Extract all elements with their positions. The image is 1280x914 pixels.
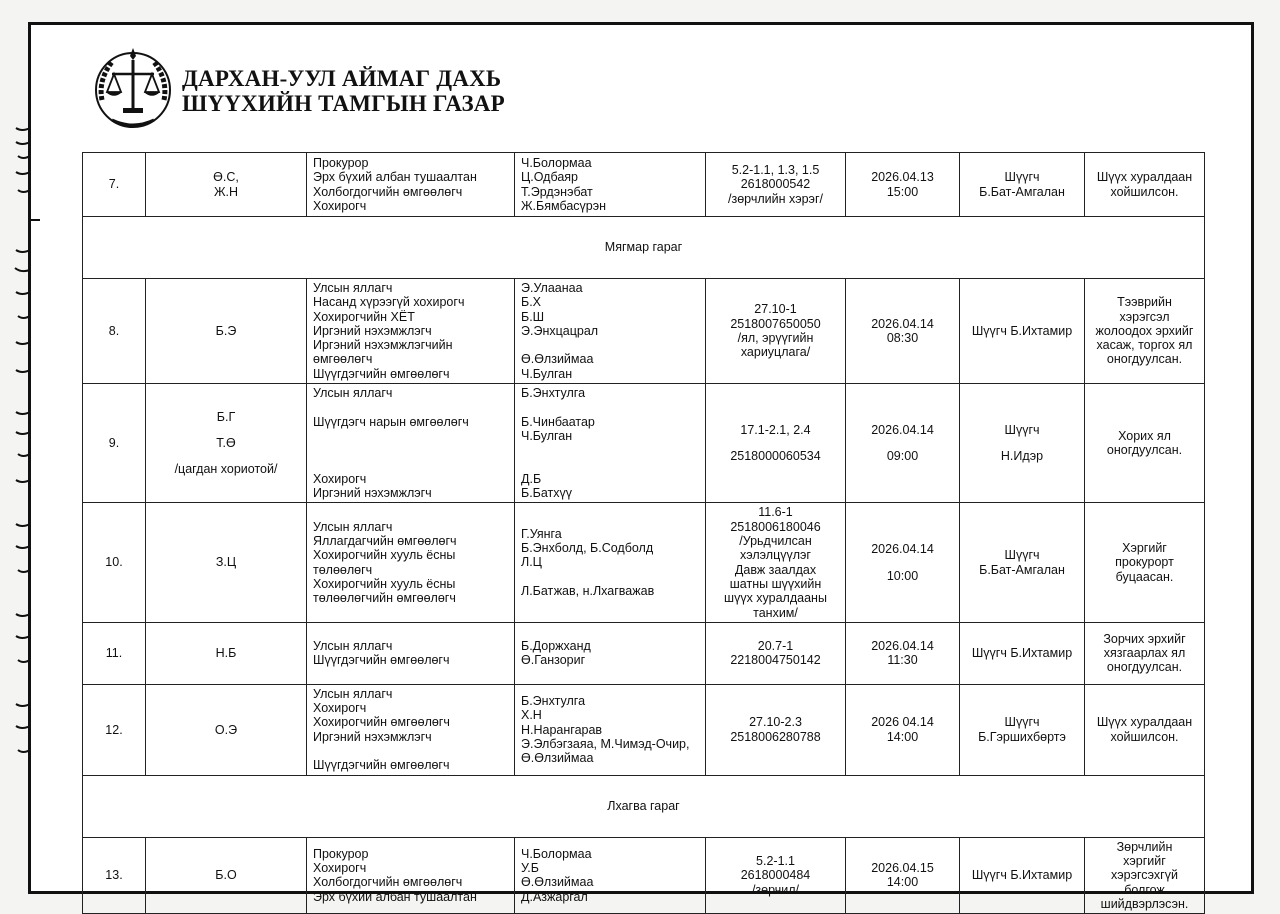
blank-line: [313, 429, 508, 443]
blank-line: [313, 744, 508, 758]
persons-cell: [515, 622, 706, 684]
person-line: Ч.Булган: [521, 366, 573, 381]
defendant-name: /цагдан хориотой/: [174, 462, 278, 477]
person-line: Г.Уянга: [521, 526, 562, 541]
result-line: Шүүх хуралдаан: [1096, 170, 1193, 185]
result-line: болгож: [1124, 882, 1165, 897]
article-line: 20.7-1: [757, 639, 794, 654]
result-line: Хорих ял: [1118, 428, 1171, 443]
role-line: Хохирогчийн хууль ёсны: [313, 576, 456, 591]
persons-cell: [515, 279, 706, 384]
article-line: шүүх хуралдааны: [724, 591, 827, 606]
court-emblem: [92, 44, 174, 130]
role-line: Яллагдагчийн өмгөөлөгч: [313, 534, 457, 549]
person-line: Ө.Ганзориг: [521, 653, 586, 668]
hearing-schedule-table: [82, 152, 1205, 914]
defendant-name: О.Э: [214, 722, 238, 737]
article-line: хариуцлага/: [740, 345, 811, 360]
judge-line: Шүүгч: [1004, 170, 1040, 185]
article-line: 11.6-1: [758, 505, 793, 520]
article-line: танхим/: [753, 605, 798, 620]
role-line: Хохирогч: [313, 701, 367, 716]
result-line: буцаасан.: [1115, 569, 1174, 584]
result-line: оногдуулсан.: [1106, 443, 1183, 458]
role-line: Насанд хүрээгүй хохирогч: [313, 295, 465, 310]
role-line: Хохирогчийн хууль ёсны: [313, 548, 456, 563]
person-line: Б.Энхтулга: [521, 693, 586, 708]
blank-line: [521, 458, 699, 472]
article-line: 2518007650050: [730, 316, 821, 331]
role-line: Иргэний нэхэмжлэгч: [313, 486, 432, 501]
case-number: 8.: [83, 279, 146, 384]
role-line: Прокурор: [313, 155, 369, 170]
person-line: Б.Батхүү: [521, 486, 573, 501]
blank-line: [521, 338, 699, 352]
person-line: Б.Чинбаатар: [521, 414, 595, 429]
role-line: Эрх бүхий албан тушаалтан: [313, 170, 477, 185]
judge-line: Н.Идэр: [1000, 449, 1044, 464]
blank-line: [521, 570, 699, 584]
date-line: 2026.04.14: [871, 542, 934, 557]
roles-cell: [307, 153, 515, 217]
article-line: 2618000484: [740, 868, 811, 883]
defendant-name: Б.Г: [216, 409, 236, 424]
article-line: /Урьдчилсан: [739, 534, 812, 549]
result-line: хэргийг: [1123, 853, 1166, 868]
page-title: [182, 66, 505, 116]
case-row: [83, 503, 1205, 622]
role-line: Эрх бүхий албан тушаалтан: [313, 889, 477, 904]
article-line: 2618000542: [740, 177, 811, 192]
person-line: Ч.Болормаа: [521, 155, 592, 170]
defendant-name: Ө.С,: [213, 170, 239, 185]
result-line: оногдуулсан.: [1106, 352, 1183, 367]
defendant-cell: [146, 622, 307, 684]
role-line: Улсын яллагч: [313, 639, 393, 654]
person-line: Б.Энхтулга: [521, 386, 586, 401]
day-label: Мягмар гараг: [83, 217, 1205, 279]
person-line: Б.Х: [521, 295, 542, 310]
judge-cell: [960, 153, 1085, 217]
result-cell: [1085, 684, 1205, 775]
result-line: хасаж, торгох ял: [1096, 338, 1193, 353]
person-line: Ц.Одбаяр: [521, 170, 579, 185]
day-label: Лхагва гараг: [83, 775, 1205, 837]
judge-cell: [960, 622, 1085, 684]
person-line: Ө.Өлзиймаа: [521, 875, 594, 890]
persons-cell: [515, 384, 706, 503]
result-line: хэрэгсэл: [1119, 309, 1170, 324]
roles-cell: [307, 837, 515, 913]
judge-line: Шүүгч Б.Ихтамир: [971, 323, 1073, 338]
article-line: 27.10-1: [754, 302, 797, 317]
article-line: /зөрчлийн хэрэг/: [728, 191, 823, 206]
person-line: Д.Б: [521, 471, 542, 486]
result-line: Хэргийг: [1122, 541, 1167, 556]
result-line: прокурорт: [1115, 555, 1174, 570]
person-line: Б.Энхболд, Б.Содболд: [521, 541, 654, 556]
judge-line: Б.Гэршихбөртэ: [978, 729, 1066, 744]
defendant-cell: [146, 153, 307, 217]
article-line: /зөрчил/: [751, 882, 800, 897]
role-line: Холбогдогчийн өмгөөлөгч: [313, 184, 463, 199]
person-line: Э.Улаанаа: [521, 281, 583, 295]
result-line: хойшилсон.: [1110, 184, 1179, 199]
date-cell: [846, 153, 960, 217]
date-line: 14:00: [886, 729, 919, 744]
date-cell: [846, 384, 960, 503]
judge-cell: [960, 279, 1085, 384]
role-line: төлөөлөгч: [313, 562, 373, 577]
person-line: Л.Ц: [521, 555, 542, 570]
person-line: Т.Эрдэнэбат: [521, 184, 593, 199]
title-line-2: ШҮҮХИЙН ТАМГЫН ГАЗАР: [182, 91, 505, 116]
case-row: [83, 153, 1205, 217]
article-cell: [706, 279, 846, 384]
date-cell: [846, 684, 960, 775]
roles-cell: [307, 684, 515, 775]
date-line: 2026.04.13: [871, 170, 934, 185]
case-row: [83, 622, 1205, 684]
sidebar-script-text: [6, 120, 7, 121]
defendant-name: З.Ц: [215, 555, 237, 570]
judge-line: Шүүгч: [1004, 548, 1040, 563]
judge-cell: [960, 503, 1085, 622]
persons-cell: [515, 684, 706, 775]
person-line: У.Б: [521, 861, 539, 876]
result-line: Зорчих эрхийг: [1103, 631, 1186, 646]
date-line: 2026.04.14: [871, 422, 934, 437]
date-cell: [846, 279, 960, 384]
blank-line: [521, 443, 699, 457]
day-header-row: [83, 775, 1205, 837]
defendant-cell: [146, 503, 307, 622]
result-cell: [1085, 622, 1205, 684]
article-line: хэлэлцүүлэг: [740, 548, 811, 563]
result-cell: [1085, 384, 1205, 503]
result-line: шийдвэрлэсэн.: [1100, 896, 1189, 911]
scales-of-justice-icon: [92, 44, 174, 130]
article-cell: [706, 384, 846, 503]
person-line: Э.Энхцацрал: [521, 323, 599, 338]
result-line: хэрэгсэхгүй: [1111, 868, 1178, 883]
role-line: Прокурор: [313, 846, 369, 861]
person-line: Б.Доржханд: [521, 639, 591, 654]
date-line: 2026 04.14: [871, 715, 934, 730]
title-line-1: ДАРХАН-УУЛ АЙМАГ ДАХЬ: [182, 66, 502, 91]
day-header-row: [83, 217, 1205, 279]
role-line: төлөөлөгчийн өмгөөлөгч: [313, 591, 456, 606]
vertical-script-graphic: [6, 120, 50, 780]
role-line: Иргэний нэхэмжлэгчийн: [313, 338, 453, 353]
article-line: 2518006180046: [730, 519, 821, 534]
result-line: Шүүх хуралдаан: [1096, 715, 1193, 730]
role-line: Иргэний нэхэмжлэгч: [313, 323, 432, 338]
person-line: Б.Ш: [521, 309, 545, 324]
role-line: өмгөөлөгч: [313, 352, 373, 367]
result-cell: [1085, 153, 1205, 217]
defendant-name: Б.О: [215, 868, 237, 883]
role-line: Улсын яллагч: [313, 519, 393, 534]
date-line: 08:30: [886, 331, 919, 346]
case-number: 9.: [83, 384, 146, 503]
case-number: 7.: [83, 153, 146, 217]
result-cell: [1085, 503, 1205, 622]
result-line: Зөрчлийн: [1116, 839, 1173, 854]
role-line: Улсын яллагч: [313, 281, 393, 295]
article-cell: [706, 622, 846, 684]
article-line: 2518000060534: [730, 449, 821, 464]
role-line: Шүүгдэгч нарын өмгөөлөгч: [313, 414, 469, 429]
defendant-name: Т.Ө: [216, 436, 236, 451]
date-line: 15:00: [886, 184, 919, 199]
result-cell: [1085, 837, 1205, 913]
defendant-cell: [146, 837, 307, 913]
blank-line: [313, 400, 508, 414]
article-line: 27.10-2.3: [749, 715, 802, 730]
judge-cell: [960, 384, 1085, 503]
case-number: 11.: [83, 622, 146, 684]
judge-line: Шүүгч Б.Ихтамир: [971, 868, 1073, 883]
person-line: Ч.Болормаа: [521, 846, 592, 861]
defendant-cell: [146, 384, 307, 503]
roles-cell: [307, 279, 515, 384]
role-line: Улсын яллагч: [313, 386, 393, 401]
persons-cell: [515, 503, 706, 622]
article-line: 5.2-1.1, 1.3, 1.5: [731, 163, 820, 178]
case-row: [83, 837, 1205, 913]
article-line: 5.2-1.1: [756, 853, 795, 868]
result-line: хойшилсон.: [1110, 729, 1179, 744]
result-line: оногдуулсан.: [1106, 660, 1183, 675]
person-line: Д.Азжаргал: [521, 889, 588, 904]
judge-line: Шүүгч: [1004, 715, 1040, 730]
date-line: 2026.04.14: [871, 316, 934, 331]
persons-cell: [515, 153, 706, 217]
roles-cell: [307, 384, 515, 503]
role-line: Хохирогчийн ХЁТ: [313, 309, 415, 324]
person-line: Л.Батжав, н.Лхагважав: [521, 584, 655, 599]
role-line: Хохирогч: [313, 198, 367, 213]
date-line: 11:30: [887, 653, 918, 668]
person-line: Ө.Өлзиймаа: [521, 352, 594, 367]
person-line: Х.Н: [521, 708, 542, 723]
defendant-name: Н.Б: [215, 646, 237, 661]
result-cell: [1085, 279, 1205, 384]
role-line: Хохирогчийн өмгөөлөгч: [313, 715, 450, 730]
judge-line: Шүүгч Б.Ихтамир: [971, 646, 1073, 661]
role-line: Шүүгдэгчийн өмгөөлөгч: [313, 366, 450, 381]
date-line: 2026.04.14: [871, 639, 934, 654]
defendant-name: Ж.Н: [213, 184, 239, 199]
person-line: Н.Нарангарав: [521, 722, 603, 737]
article-line: Давж заалдах: [734, 562, 817, 577]
date-cell: [846, 503, 960, 622]
blank-line: [521, 400, 699, 414]
article-line: /ял, эрүүгийн: [737, 331, 814, 346]
article-cell: [706, 503, 846, 622]
result-line: хязгаарлах ял: [1103, 646, 1186, 661]
schedule-body: [83, 153, 1205, 914]
role-line: Хохирогч: [313, 471, 367, 486]
judge-line: Шүүгч: [1004, 422, 1040, 437]
case-number: 10.: [83, 503, 146, 622]
person-line: Э.Элбэгзаяа, М.Чимэд-Очир,: [521, 736, 690, 751]
role-line: Шүүгдэгчийн өмгөөлөгч: [313, 653, 450, 668]
case-number: 13.: [83, 837, 146, 913]
roles-cell: [307, 622, 515, 684]
judge-line: Б.Бат-Амгалан: [979, 184, 1065, 199]
date-line: 2026.04.15: [871, 861, 934, 876]
date-line: 10:00: [886, 568, 919, 583]
article-cell: [706, 837, 846, 913]
result-line: Тээврийн: [1117, 295, 1172, 310]
role-line: Шүүгдэгчийн өмгөөлөгч: [313, 758, 450, 773]
defendant-cell: [146, 684, 307, 775]
roles-cell: [307, 503, 515, 622]
case-row: [83, 384, 1205, 503]
blank-line: [313, 443, 508, 457]
result-line: жолоодох эрхийг: [1095, 323, 1194, 338]
article-line: 17.1-2.1, 2.4: [740, 422, 811, 437]
date-line: 14:00: [886, 875, 919, 890]
role-line: Улсын яллагч: [313, 686, 393, 701]
role-line: Иргэний нэхэмжлэгч: [313, 729, 432, 744]
blank-line: [313, 458, 508, 472]
defendant-name: Б.Э: [215, 323, 237, 338]
role-line: Холбогдогчийн өмгөөлөгч: [313, 875, 463, 890]
role-line: Хохирогч: [313, 861, 367, 876]
persons-cell: [515, 837, 706, 913]
date-line: 09:00: [886, 449, 919, 464]
date-cell: [846, 622, 960, 684]
person-line: Ө.Өлзиймаа: [521, 751, 594, 766]
judge-cell: [960, 684, 1085, 775]
judge-cell: [960, 837, 1085, 913]
case-row: [83, 684, 1205, 775]
article-line: 2518006280788: [730, 729, 821, 744]
person-line: Ч.Булган: [521, 428, 573, 443]
judge-line: Б.Бат-Амгалан: [979, 562, 1065, 577]
person-line: Ж.Бямбасүрэн: [521, 198, 606, 213]
defendant-cell: [146, 279, 307, 384]
date-cell: [846, 837, 960, 913]
mongolian-script-sidebar: [6, 120, 50, 780]
case-number: 12.: [83, 684, 146, 775]
case-row: [83, 279, 1205, 384]
article-cell: [706, 684, 846, 775]
article-line: 2218004750142: [730, 653, 821, 668]
article-cell: [706, 153, 846, 217]
article-line: шатны шүүхийн: [729, 576, 822, 591]
